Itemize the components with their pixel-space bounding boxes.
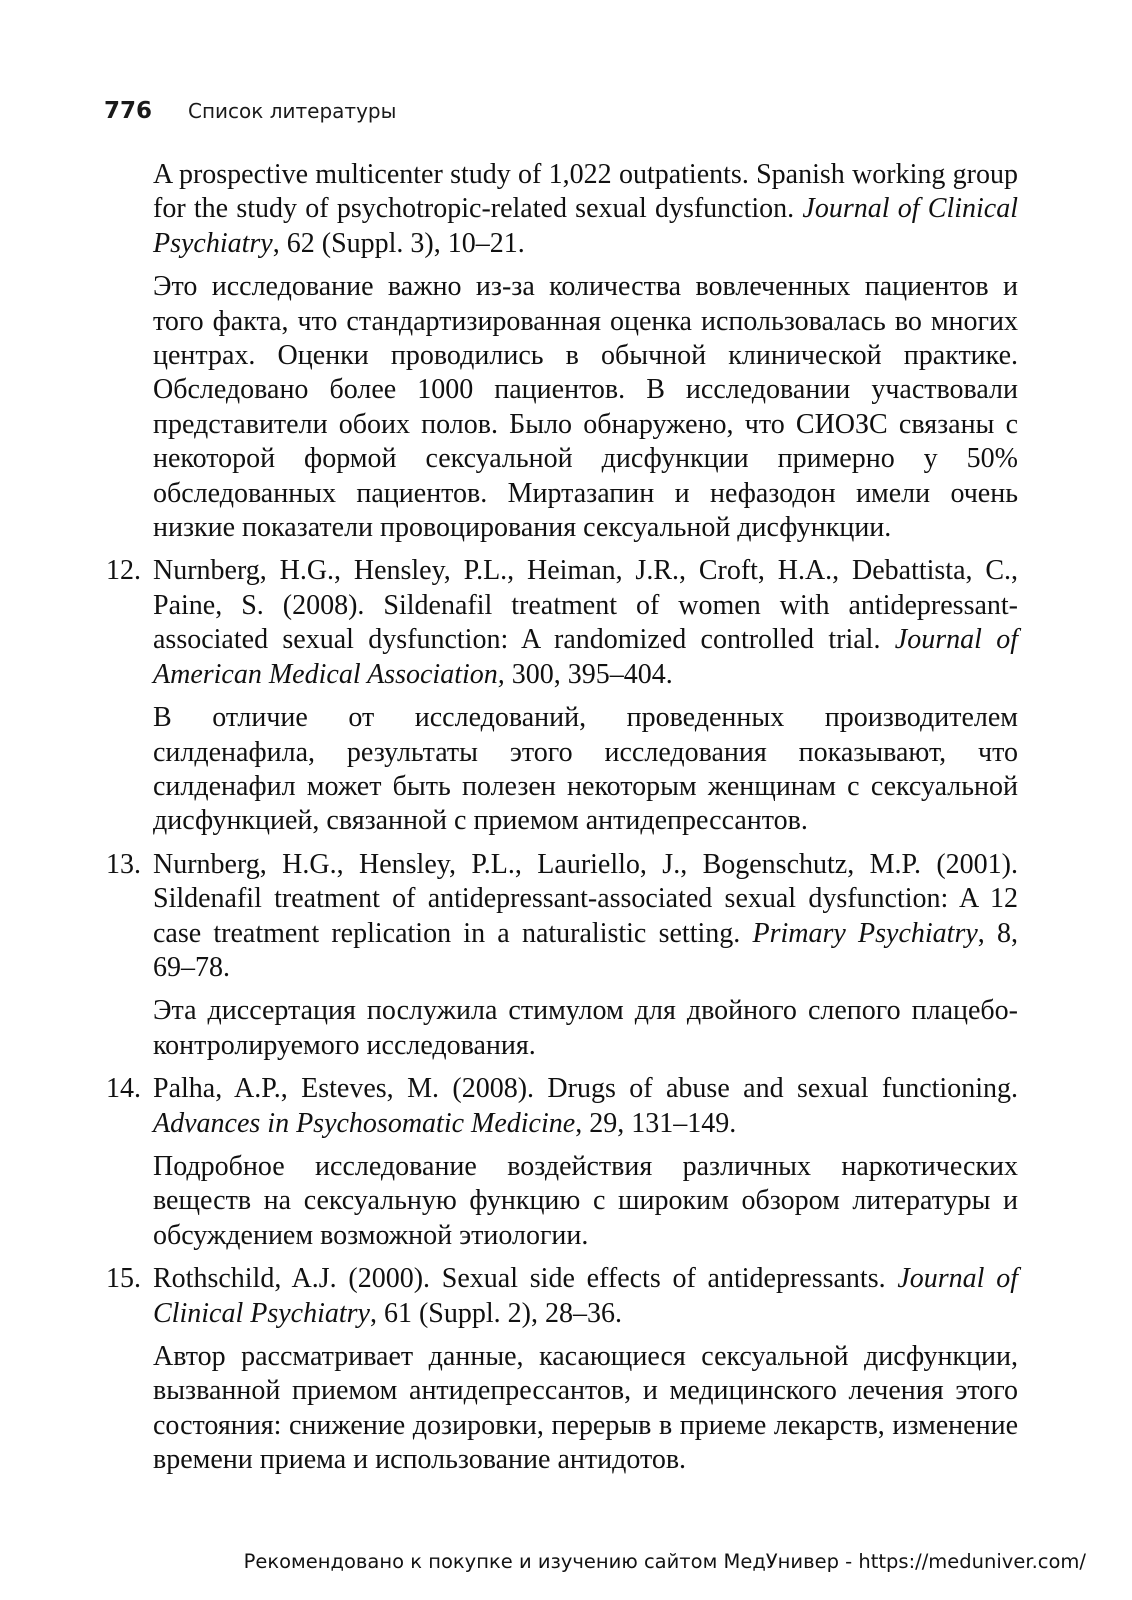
- footer-notice: Рекомендовано к покупке и изучению сайтом МедУнивер - https://meduniver.com/: [243, 1550, 1086, 1573]
- running-title: Список литературы: [188, 99, 397, 123]
- reference-citation: 14. Palha, A.P., Esteves, M. (2008). Drugs of abuse and sexual functioning. Advances in Psychosomatic Medicine, 29, 131–149.: [106, 1073, 1018, 1139]
- reference-citation: 15. Rothschild, A.J. (2000). Sexual side effects of antidepressants. Journal of Clinical Psychiatry, 61 (Suppl. 2), 28–36.: [106, 1263, 1018, 1329]
- reference-annotation: Это исследование важно из-за количества вовлеченных пациентов и того факта, что стандартизированная оценка использовалась во многих центрах. Оценки проводились в обычной клинической практике. Обследовано более 1000 пациентов. В исследовании участвовали представители обоих полов. Было обнаружено, что СИОЗС связаны с некоторой формой сексуальной дисфункции примерно у 50% обследованных пациентов. Миртазапин и нефазодон имели очень низкие показатели провоцирования сексуальной дисфункции.: [153, 271, 1018, 544]
- journal-title: Primary Psychiatry: [752, 917, 978, 949]
- page-header: [104, 98, 396, 138]
- reference-number: 12.: [106, 555, 141, 587]
- reference-annotation: Автор рассматривает данные, касающиеся сексуальной дисфункции, вызванной приемом антидепрессантов, и медицинского лечения этого состояния: снижение дозировки, перерыв в приеме лекарств, изменение времени приема и использование антидотов.: [153, 1341, 1018, 1476]
- bibliography-list: [106, 158, 1018, 1487]
- reference-citation: A prospective multicenter study of 1,022 outpatients. Spanish working group for the study of psychotropic-related sexual dysfunction. Journal of Clinical Psychiatry, 62 (Suppl. 3), 10–21.: [153, 159, 1019, 259]
- page-number: 776: [104, 98, 153, 124]
- reference-number: 13.: [106, 848, 141, 880]
- journal-title: Journal of Clinical Psychiatry: [153, 193, 1019, 259]
- reference-number: 14.: [106, 1073, 141, 1105]
- journal-title: Journal of Clinical Psychiatry: [153, 1263, 1018, 1329]
- reference-annotation: Подробное исследование воздействия различных наркотических веществ на сексуальную функцию с широким обзором литературы и обсуждением возможной этиологии.: [153, 1150, 1018, 1251]
- journal-title: Journal of American Medical Association,: [153, 624, 1018, 690]
- reference-annotation: В отличие от исследований, проведенных производителем силденафила, результаты этого исследования показывают, что силденафил может быть полезен некоторым женщинам с сексуальной дисфункцией, связанной с приемом антидепрессантов.: [153, 702, 1018, 837]
- journal-title: Advances in Psychosomatic Medicine: [153, 1107, 576, 1139]
- reference-citation: 12. Nurnberg, H.G., Hensley, P.L., Heiman, J.R., Croft, H.A., Debattista, C., Paine, S. (2008). Sildenafil treatment of women with antidepressant-associated sexual dysfunction: A randomized controlled trial. Journal of American Medical Association, 300, 395–404.: [106, 555, 1018, 690]
- reference-number: 15.: [106, 1263, 141, 1295]
- reference-citation: 13. Nurnberg, H.G., Hensley, P.L., Lauriello, J., Bogenschutz, M.P. (2001). Sildenafil treatment of antidepressant-associated sexual dysfunction: A 12 case treatment replication in a naturalistic setting. Primary Psychiatry, 8, 69–78.: [106, 848, 1019, 983]
- reference-annotation: Эта диссертация послужила стимулом для двойного слепого плацебо-контролируемого исследования.: [153, 995, 1018, 1061]
